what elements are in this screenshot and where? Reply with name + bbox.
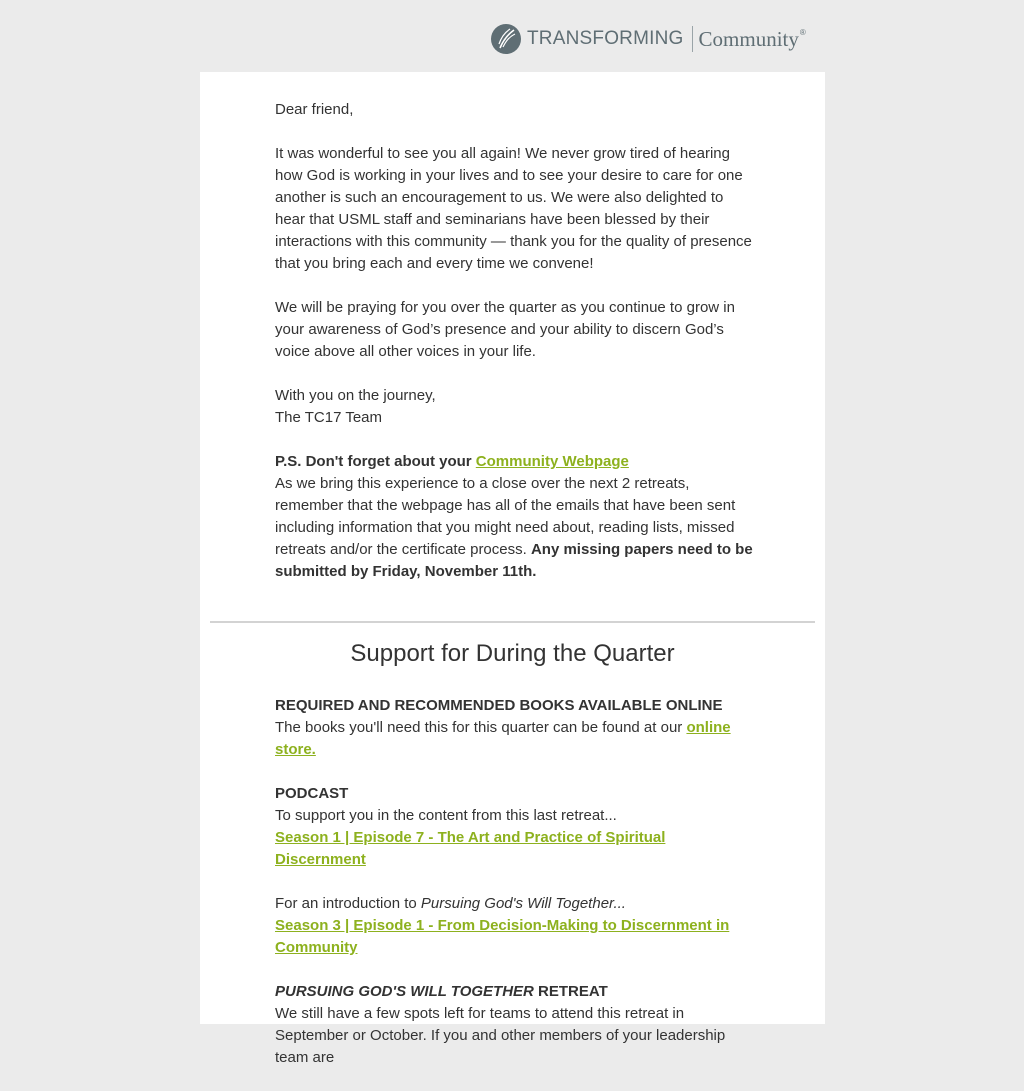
retreat-text: We still have a few spots left for teams to attend this retreat in September or October. If you and other members of your leadership team are: [275, 1005, 726, 1066]
ps-body: As we bring this experience to a close over the next 2 retreats, remember that the webpage has all of the emails that have been sent including information that you might need about, reading lists, missed retreats and/or the certificate process.: [275, 475, 736, 558]
support-section-title: Support for During the Quarter: [350, 640, 675, 667]
logo-divider: [692, 26, 693, 52]
support-section: [275, 695, 755, 1091]
ps-lead: P.S. Don't forget about your: [275, 453, 476, 470]
podcast-intro-block: [275, 893, 755, 959]
letter-section: [275, 99, 755, 583]
logo-wordmark: TRANSFORMING: [527, 28, 684, 49]
email-header: [0, 0, 1024, 72]
letter-paragraph-1: It was wonderful to see you all again! We never grow tired of hearing how God is working in your lives and to see your desire to care for one another is such an encouragement to us. We were also delighted to hear that USML staff and seminarians have been blessed by their interactions with this community — thank you for the quality of presence that you bring each and every time we convene!: [275, 145, 752, 272]
greeting: Dear friend,: [275, 101, 354, 118]
podcast-intro2-title: Pursuing God's Will Together...: [420, 895, 626, 912]
email-body-card: [200, 72, 825, 1066]
logo-registered-mark: ®: [799, 28, 806, 37]
online-store-link[interactable]: online store.: [275, 719, 731, 758]
books-block: [275, 695, 755, 761]
logo-community-text: Community: [698, 26, 799, 51]
podcast-intro: To support you in the content from this last retreat...: [275, 807, 617, 824]
signoff: With you on the journey,: [275, 387, 436, 404]
ps-deadline: Any missing papers need to be submitted by Friday, November 11th.: [275, 541, 753, 580]
podcast-heading: PODCAST: [275, 785, 349, 802]
podcast-episode-link-1[interactable]: Season 1 | Episode 7 - The Art and Practice of Spiritual Discernment: [275, 829, 666, 868]
letter-paragraph-2: We will be praying for you over the quarter as you continue to grow in your awareness of God’s presence and your ability to discern God’s voice above all other voices in your life.: [275, 299, 735, 360]
podcast-episode-link-2[interactable]: Season 3 | Episode 1 - From Decision-Making to Discernment in Community: [275, 917, 730, 956]
podcast-block: [275, 783, 755, 871]
community-webpage-link[interactable]: Community Webpage: [475, 453, 629, 470]
books-heading: REQUIRED AND RECOMMENDED BOOKS AVAILABLE ONLINE: [275, 697, 723, 714]
section-divider: [210, 621, 815, 623]
podcast-intro2-lead: For an introduction to: [275, 895, 421, 912]
retreat-block: [275, 981, 755, 1069]
postscript: [275, 451, 755, 583]
signature: The TC17 Team: [275, 409, 382, 426]
books-text: The books you'll need this for this quarter can be found at our: [275, 719, 687, 736]
retreat-heading-italic: PURSUING GOD'S WILL TOGETHER: [275, 983, 534, 1000]
retreat-heading-rest: RETREAT: [533, 983, 608, 1000]
transforming-community-logo[interactable]: [491, 24, 806, 54]
signature-block: [275, 385, 755, 429]
leaf-logo-icon: [491, 24, 521, 54]
